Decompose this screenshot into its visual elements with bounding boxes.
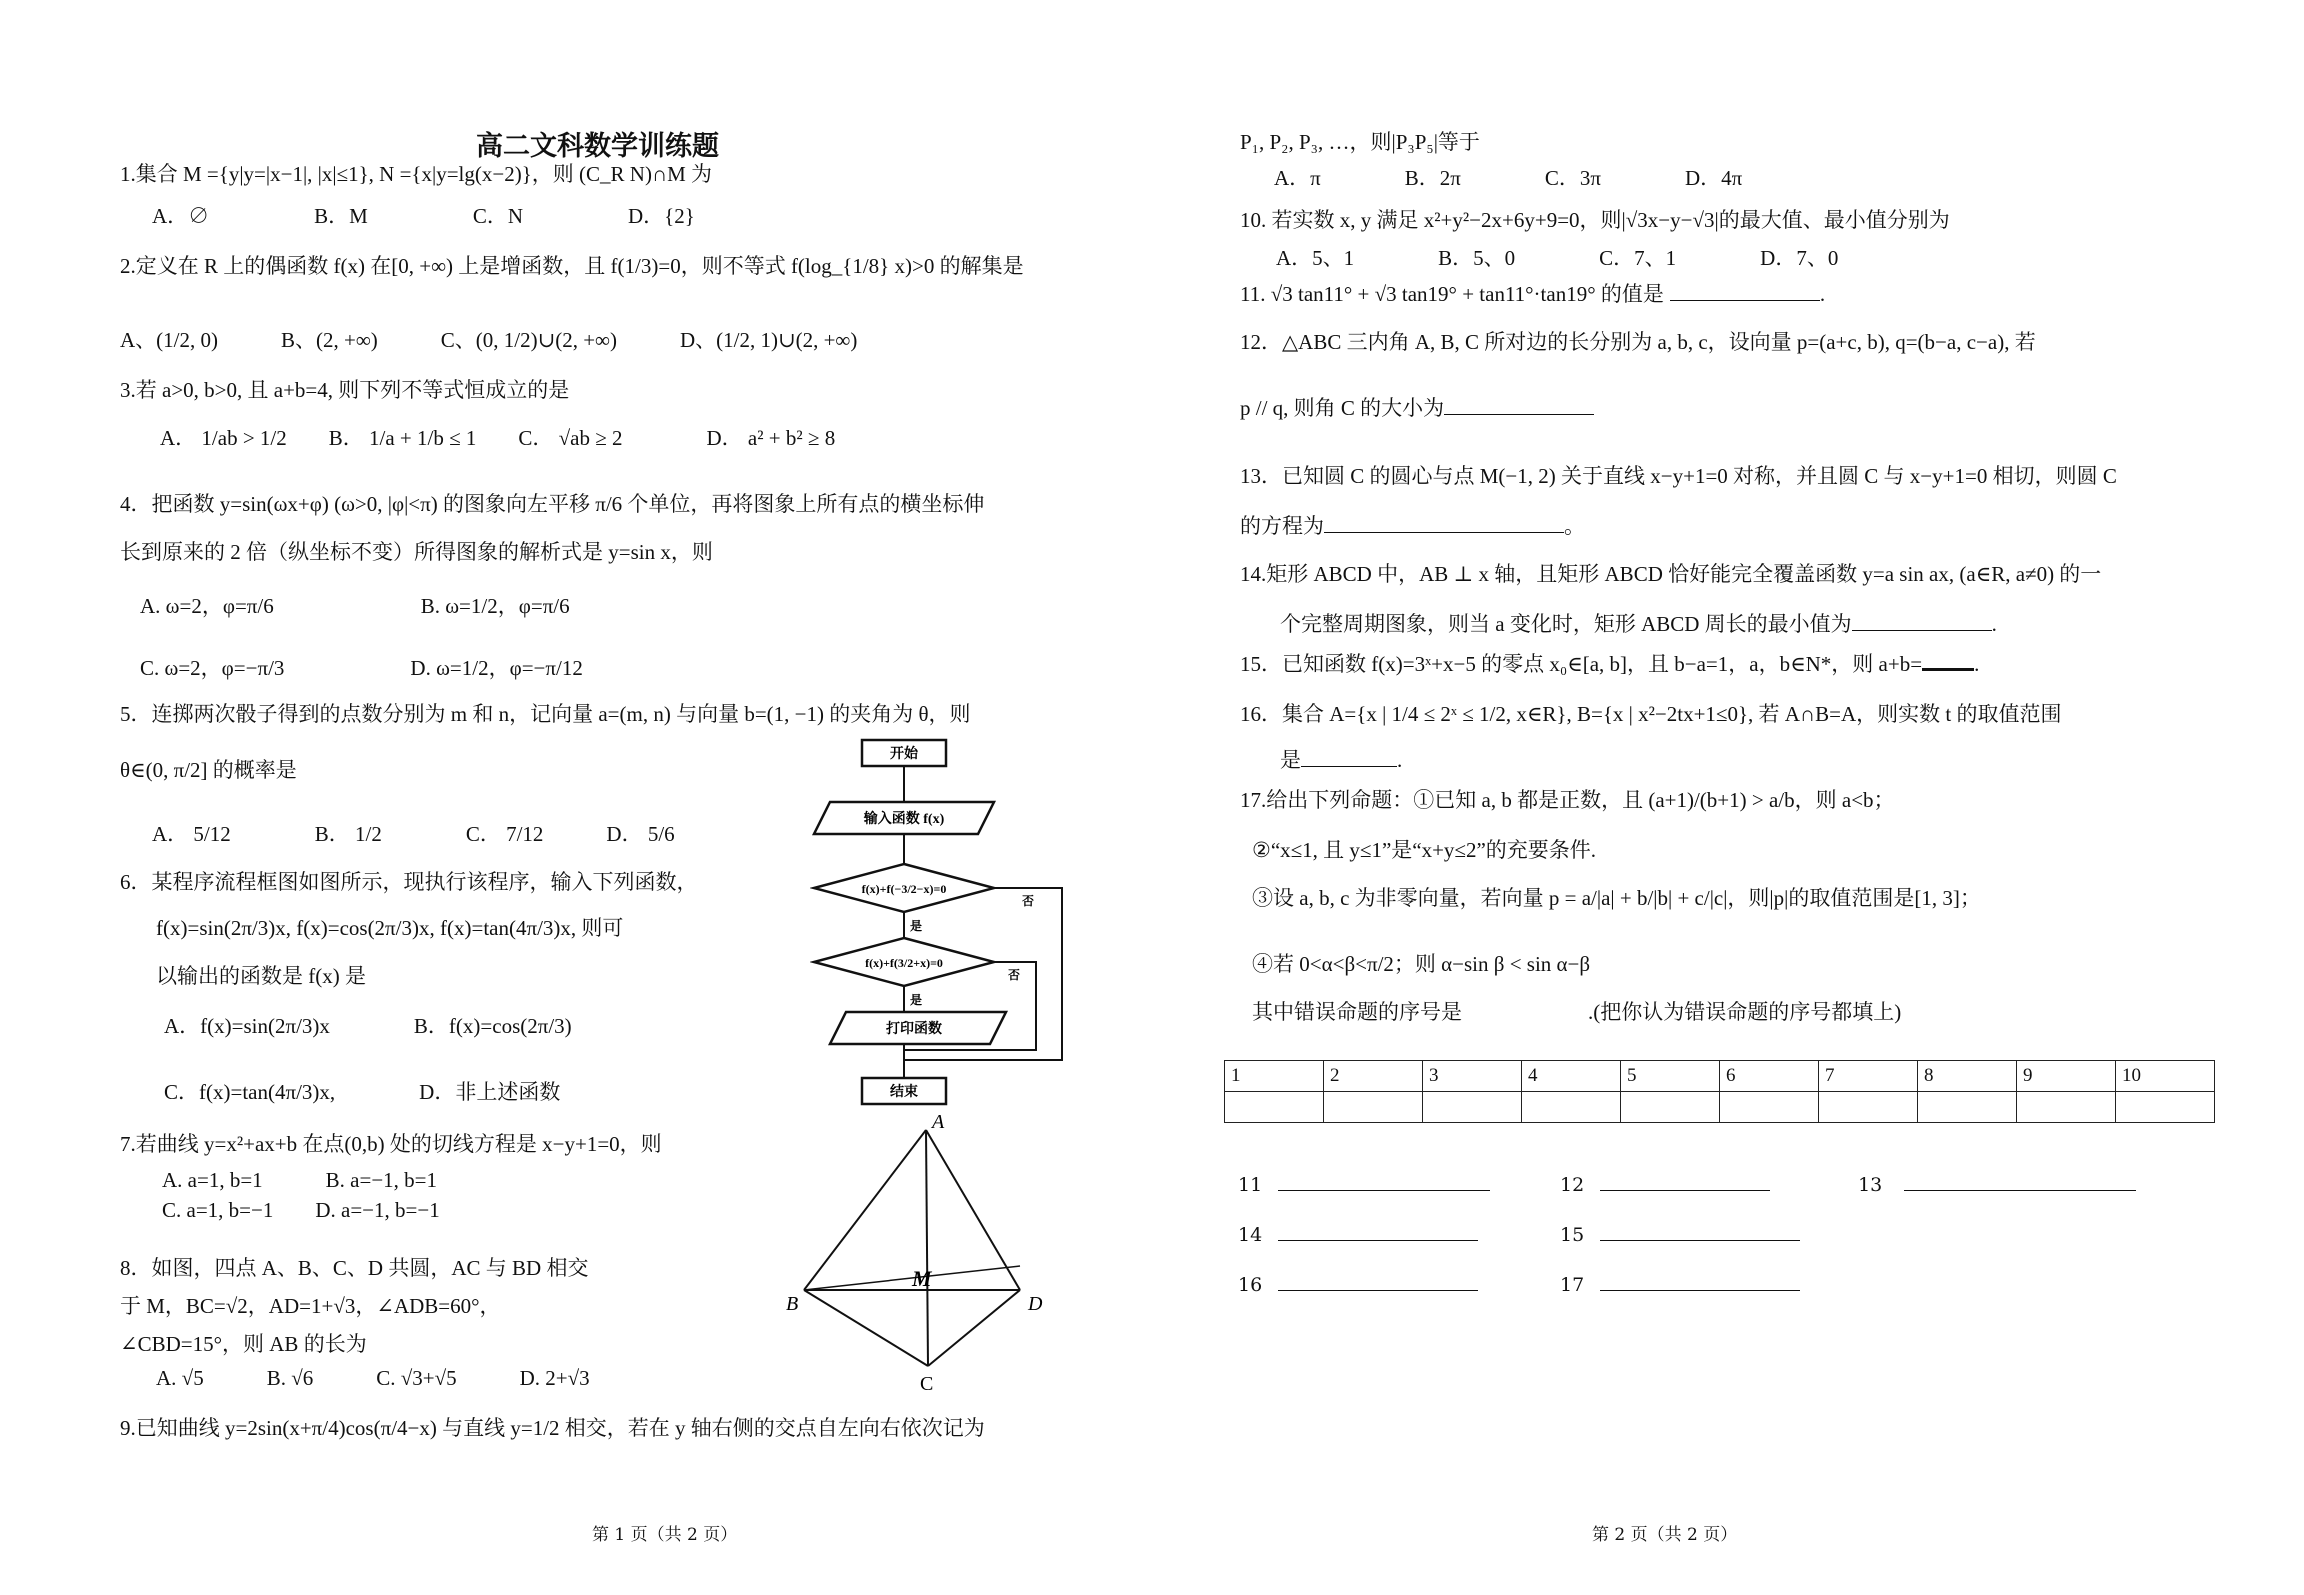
flow-no2-label: 否 <box>1008 968 1021 982</box>
q7-options-cd: C. a=1, b=−1 D. a=−1, b=−1 <box>162 1198 440 1222</box>
page-title: 高二文科数学训练题 <box>476 131 719 162</box>
fill-blank-17[interactable] <box>1600 1270 1800 1291</box>
q17-statement4: ④若 0<α<β<π/2；则 α−sin β < sin α−β <box>1252 952 1591 976</box>
q1-stem: 1.集合 M ={y|y=|x−1|, |x|≤1}, N ={x|y=lg(x−2)}，则 (C_R N)∩M 为 <box>120 162 713 186</box>
q16-blank[interactable] <box>1301 746 1397 767</box>
fill-answer-row-3 <box>1238 1270 1800 1296</box>
geometry-figure <box>780 1114 1070 1394</box>
point-b-label: B <box>786 1293 799 1315</box>
q7-options-ab: A. a=1, b=1 B. a=−1, b=1 <box>162 1168 438 1192</box>
answer-cell-input[interactable] <box>1918 1092 2017 1123</box>
q2-options: A、(1/2, 0) B、(2, +∞) C、(0, 1/2)∪(2, +∞) D、(1/2, 1)∪(2, +∞) <box>120 328 858 352</box>
fill-blank-13[interactable] <box>1904 1170 2136 1191</box>
q14-blank[interactable] <box>1852 610 1992 631</box>
q9-stem: 9.已知曲线 y=2sin(x+π/4)cos(π/4−x) 与直线 y=1/2 相交，若在 y 轴右侧的交点自左向右依次记为 <box>120 1416 985 1440</box>
q4-stem: 4．把函数 y=sin(ωx+φ) (ω>0, |φ|<π) 的图象向左平移 π/6 个单位，再将图象上所有点的横坐标伸 <box>120 492 985 516</box>
flow-input-label: 输入函数 f(x) <box>863 812 945 827</box>
point-m-label: M <box>912 1266 932 1291</box>
q17-stem: 17.给出下列命题：①已知 a, b 都是正数，且 (a+1)/(b+1) > a/b，则 a<b； <box>1240 788 1895 812</box>
flow-cond2-label: f(x)+f(3/2+x)=0 <box>865 956 943 970</box>
q15-text: 15．已知函数 f(x)=3ˣ+x−5 的零点 x₀∈[a, b]，且 b−a=1，a，b∈N*，则 a+b= <box>1240 652 1923 676</box>
answer-cell-label: 10 <box>2116 1061 2215 1092</box>
footer-page2: 第 2 页（共 2 页） <box>1592 1525 1738 1545</box>
fill-label-12: 12 <box>1560 1174 1585 1196</box>
answer-cell-input[interactable] <box>1423 1092 1522 1123</box>
q11-stem: 11. √3 tan11° + √3 tan19° + tan11°·tan19° 的值是 . <box>1240 282 1826 306</box>
q4-options-cd: C. ω=2，φ=−π/3 D. ω=1/2，φ=−π/12 <box>140 656 583 680</box>
q14-stem: 14.矩形 ABCD 中，AB ⊥ x 轴，且矩形 ABCD 恰好能完全覆盖函数 y=a sin ax, (a∈R, a≠0) 的一 <box>1240 562 2102 586</box>
q12-blank[interactable] <box>1444 394 1594 415</box>
q16-text: 是 <box>1280 748 1301 772</box>
answer-cell-input[interactable] <box>1522 1092 1621 1123</box>
answer-cell-label: 5 <box>1621 1061 1720 1092</box>
answer-cell-label: 4 <box>1522 1061 1621 1092</box>
q13-blank[interactable] <box>1324 512 1564 533</box>
q8-options: A. √5 B. √6 C. √3+√5 D. 2+√3 <box>156 1366 590 1390</box>
flow-start-label: 开始 <box>890 747 918 762</box>
footer-page1: 第 1 页（共 2 页） <box>592 1525 738 1545</box>
q6-options-cd: C．f(x)=tan(4π/3)x, D．非上述函数 <box>164 1080 561 1104</box>
answer-cell-input[interactable] <box>1225 1092 1324 1123</box>
answer-grid-input-row <box>1225 1092 2215 1123</box>
q13-text: 的方程为 <box>1240 514 1324 538</box>
fill-blank-16[interactable] <box>1278 1270 1478 1291</box>
answer-grid-header-row <box>1225 1061 2215 1092</box>
q17-prompt: 其中错误命题的序号是 .(把你认为错误命题的序号都填上) <box>1252 1000 1902 1024</box>
program-flowchart <box>810 730 1090 1120</box>
q8-stem: 8．如图，四点 A、B、C、D 共圆，AC 与 BD 相交 <box>120 1256 589 1280</box>
q8-stem-cont1: 于 M，BC=√2，AD=1+√3，∠ADB=60°， <box>120 1294 501 1318</box>
q11-blank[interactable] <box>1670 280 1820 301</box>
flow-end-label: 结束 <box>890 1085 918 1100</box>
point-c-label: C <box>920 1373 934 1394</box>
q12-stem-cont <box>1240 394 1594 422</box>
fill-blank-12[interactable] <box>1600 1170 1770 1191</box>
q16-stem-cont: 是 . <box>1280 748 1403 772</box>
point-d-label: D <box>1028 1293 1043 1315</box>
q14-stem-cont: 个完整周期图象，则当 a 变化时，矩形 ABCD 周长的最小值为 . <box>1280 612 1997 636</box>
answer-cell-input[interactable] <box>1324 1092 1423 1123</box>
point-a-label: A <box>932 1114 945 1133</box>
flow-cond1-label: f(x)+f(−3/2−x)=0 <box>861 882 947 896</box>
fill-label-14: 14 <box>1238 1224 1263 1246</box>
q13-stem-cont: 的方程为 。 <box>1240 514 1585 538</box>
q17-statement3: ③设 a, b, c 为非零向量，若向量 p = a/|a| + b/|b| + c/|c|，则|p|的取值范围是[1, 3]； <box>1252 886 1981 910</box>
answer-cell-label: 3 <box>1423 1061 1522 1092</box>
fill-blank-15[interactable] <box>1600 1220 1800 1241</box>
q8-stem-cont2: ∠CBD=15°，则 AB 的长为 <box>120 1332 367 1356</box>
flow-no1-label: 否 <box>1022 894 1035 908</box>
answer-grid <box>1224 1060 2215 1123</box>
fill-answer-row-1 <box>1238 1170 2136 1196</box>
answer-cell-label: 1 <box>1225 1061 1324 1092</box>
fill-blank-11[interactable] <box>1278 1170 1490 1191</box>
q6-functions: f(x)=sin(2π/3)x, f(x)=cos(2π/3)x, f(x)=tan(4π/3)x, 则可 <box>156 916 624 940</box>
q10-options: A．5、1 B．5、0 C．7、1 D．7、0 <box>1276 246 1839 270</box>
answer-cell-label: 7 <box>1819 1061 1918 1092</box>
answer-cell-input[interactable] <box>2017 1092 2116 1123</box>
flow-yes2-label: 是 <box>910 993 923 1007</box>
flow-yes1-label: 是 <box>910 919 923 933</box>
q13-stem: 13．已知圆 C 的圆心与点 M(−1, 2) 关于直线 x−y+1=0 对称，并且圆 C 与 x−y+1=0 相切，则圆 C <box>1240 464 2117 488</box>
q16-stem: 16．集合 A={x | 1/4 ≤ 2ˣ ≤ 1/2, x∈R}, B={x | x²−2tx+1≤0}, 若 A∩B=A，则实数 t 的取值范围 <box>1240 702 2062 726</box>
answer-cell-label: 2 <box>1324 1061 1423 1092</box>
q15-blank[interactable] <box>1922 648 1974 671</box>
fill-label-17: 17 <box>1560 1274 1585 1296</box>
answer-cell-label: 9 <box>2017 1061 2116 1092</box>
q14-text: 个完整周期图象，则当 a 变化时，矩形 ABCD 周长的最小值为 <box>1280 612 1852 636</box>
q15-stem: 15．已知函数 f(x)=3ˣ+x−5 的零点 x₀∈[a, b]，且 b−a=1，a，b∈N*，则 a+b= . <box>1240 648 1979 678</box>
q12-stem: 12．△ABC 三内角 A, B, C 所对边的长分别为 a, b, c，设向量 p=(a+c, b), q=(b−a, c−a), 若 <box>1240 330 2036 354</box>
answer-cell-label: 6 <box>1720 1061 1819 1092</box>
q1-options: A．∅ B．M C．N D．{2} <box>152 204 695 228</box>
answer-cell-input[interactable] <box>1621 1092 1720 1123</box>
answer-cell-input[interactable] <box>1819 1092 1918 1123</box>
q9-options: A．π B．2π C．3π D．4π <box>1274 166 1743 190</box>
q6-stem-cont: 以输出的函数是 f(x) 是 <box>156 964 366 988</box>
q5-options: A． 5/12 B． 1/2 C． 7/12 D． 5/6 <box>152 822 675 846</box>
fill-blank-14[interactable] <box>1278 1220 1478 1241</box>
fill-label-11: 11 <box>1238 1174 1263 1196</box>
q3-stem: 3.若 a>0, b>0, 且 a+b=4, 则下列不等式恒成立的是 <box>120 378 570 402</box>
fill-label-16: 16 <box>1238 1274 1263 1296</box>
q2-stem: 2.定义在 R 上的偶函数 f(x) 在[0, +∞) 上是增函数，且 f(1/3)=0，则不等式 f(log_{1/8} x)>0 的解集是 <box>120 254 1024 278</box>
answer-cell-label: 8 <box>1918 1061 2017 1092</box>
q6-stem: 6．某程序流程框图如图所示，现执行该程序，输入下列函数， <box>120 870 698 894</box>
q7-stem: 7.若曲线 y=x²+ax+b 在点(0,b) 处的切线方程是 x−y+1=0，则 <box>120 1132 662 1156</box>
q4-options-ab: A. ω=2，φ=π/6 B. ω=1/2，φ=π/6 <box>140 594 570 618</box>
fill-label-13: 13 <box>1858 1174 1883 1196</box>
right-page <box>1152 0 2304 1595</box>
q9-stem-cont: P₁, P₂, P₃, …，则|P₃P₅|等于 <box>1240 130 1480 154</box>
q3-options: A． 1/ab > 1/2 B． 1/a + 1/b ≤ 1 C． √ab ≥ 2 D． a² + b² ≥ 8 <box>160 426 836 450</box>
q11-text: 11. √3 tan11° + √3 tan19° + tan11°·tan19° 的值是 <box>1240 282 1664 306</box>
answer-cell-input[interactable] <box>1720 1092 1819 1123</box>
q5-stem: 5．连掷两次骰子得到的点数分别为 m 和 n，记向量 a=(m, n) 与向量 b=(1, −1) 的夹角为 θ，则 <box>120 702 971 726</box>
q10-stem: 10. 若实数 x, y 满足 x²+y²−2x+6y+9=0，则|√3x−y−√3|的最大值、最小值分别为 <box>1240 208 1950 232</box>
q6-options-ab: A．f(x)=sin(2π/3)x B．f(x)=cos(2π/3) <box>164 1014 572 1038</box>
q12-text: p // q, 则角 C 的大小为 <box>1240 396 1445 420</box>
flow-print-label: 打印函数 <box>886 1022 942 1037</box>
fill-label-15: 15 <box>1560 1224 1585 1246</box>
answer-cell-input[interactable] <box>2116 1092 2215 1123</box>
q17-statement2: ②“x≤1, 且 y≤1”是“x+y≤2”的充要条件. <box>1252 838 1597 862</box>
q5-stem-cont: θ∈(0, π/2] 的概率是 <box>120 758 297 782</box>
fill-answer-row-2 <box>1238 1220 1800 1246</box>
q4-stem-cont: 长到原来的 2 倍（纵坐标不变）所得图象的解析式是 y=sin x，则 <box>120 540 713 564</box>
